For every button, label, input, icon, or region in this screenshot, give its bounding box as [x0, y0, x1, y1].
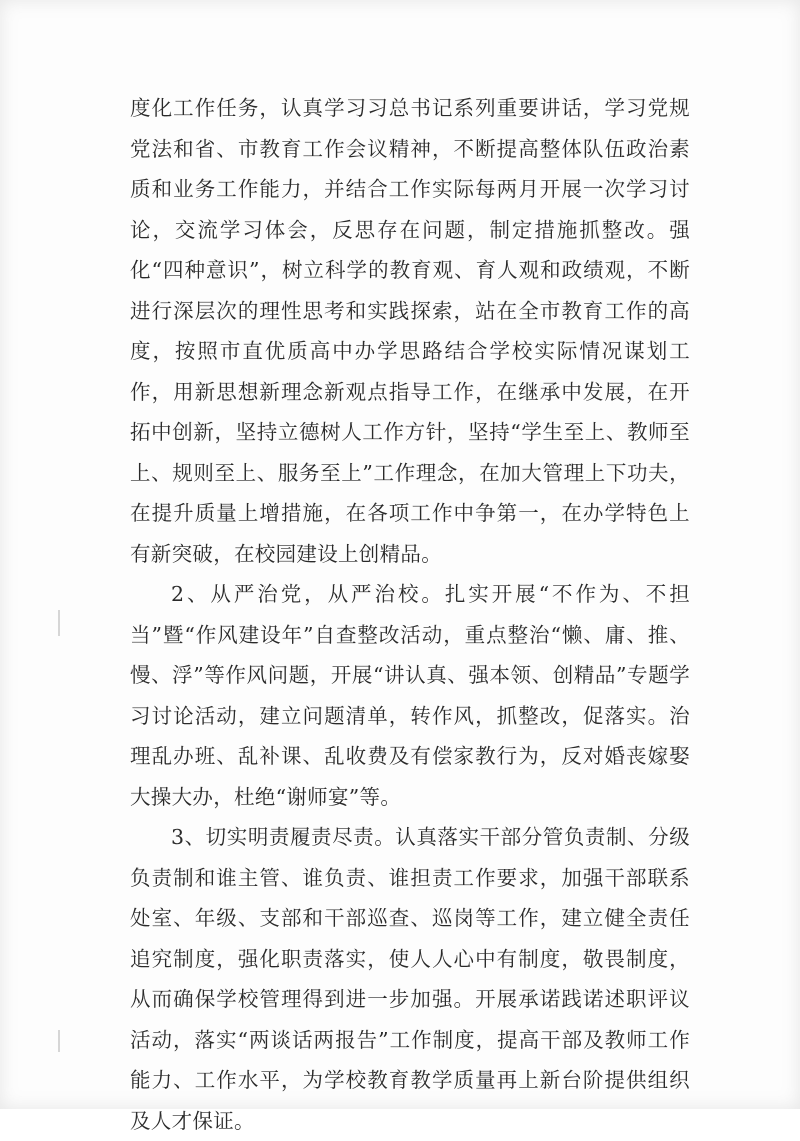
paragraph-2: 2、从严治党，从严治校。扎实开展“不作为、不担当”暨“作风建设年”自查整改活动，重点整治“懒、庸、推、慢、浮”等作风问题，开展“讲认真、强本领、创精品”专题学习讨论活动，建立问题清单，转作风，抓整改，促落实。治理乱办班、乱补课、乱收费及有偿家教行为，反对婚丧嫁娶大操大办，杜绝“谢师宴”等。	[130, 582, 690, 809]
scan-mark	[58, 1030, 60, 1052]
scan-mark	[58, 610, 60, 636]
paragraph-3: 3、切实明责履责尽责。认真落实干部分管负责制、分级负责制和谁主管、谁负责、谁担责工作要求，加强干部联系处室、年级、支部和干部巡查、巡岗等工作，建立健全责任追究制度，强化职责落实，使人人心中有制度，敬畏制度，从而确保学校管理得到进一步加强。开展承诺践诺述职评议活动，落实“两谈话两报告”工作制度，提高干部及教师工作能力、工作水平，为学校教育教学质量再上新台阶提供组织及人才保证。	[130, 825, 690, 1133]
paragraph-1: 度化工作任务，认真学习习总书记系列重要讲话，学习党规党法和省、市教育工作会议精神，不断提高整体队伍政治素质和业务工作能力，并结合工作实际每两月开展一次学习讨论，交流学习体会，反思存在问题，制定措施抓整改。强化“四种意识”，树立科学的教育观、育人观和政绩观，不断进行深层次的理性思考和实践探索，站在全市教育工作的高度，按照市直优质高中办学思路结合学校实际情况谋划工作，用新思想新理念新观点指导工作，在继承中发展，在开拓中创新，坚持立德树人工作方针，坚持“学生至上、教师至上、规则至上、服务至上”工作理念，在加大管理上下功夫，在提升质量上增措施，在各项工作中争第一，在办学特色上有新突破，在校园建设上创精品。	[130, 96, 690, 566]
document-body	[130, 88, 690, 1141]
